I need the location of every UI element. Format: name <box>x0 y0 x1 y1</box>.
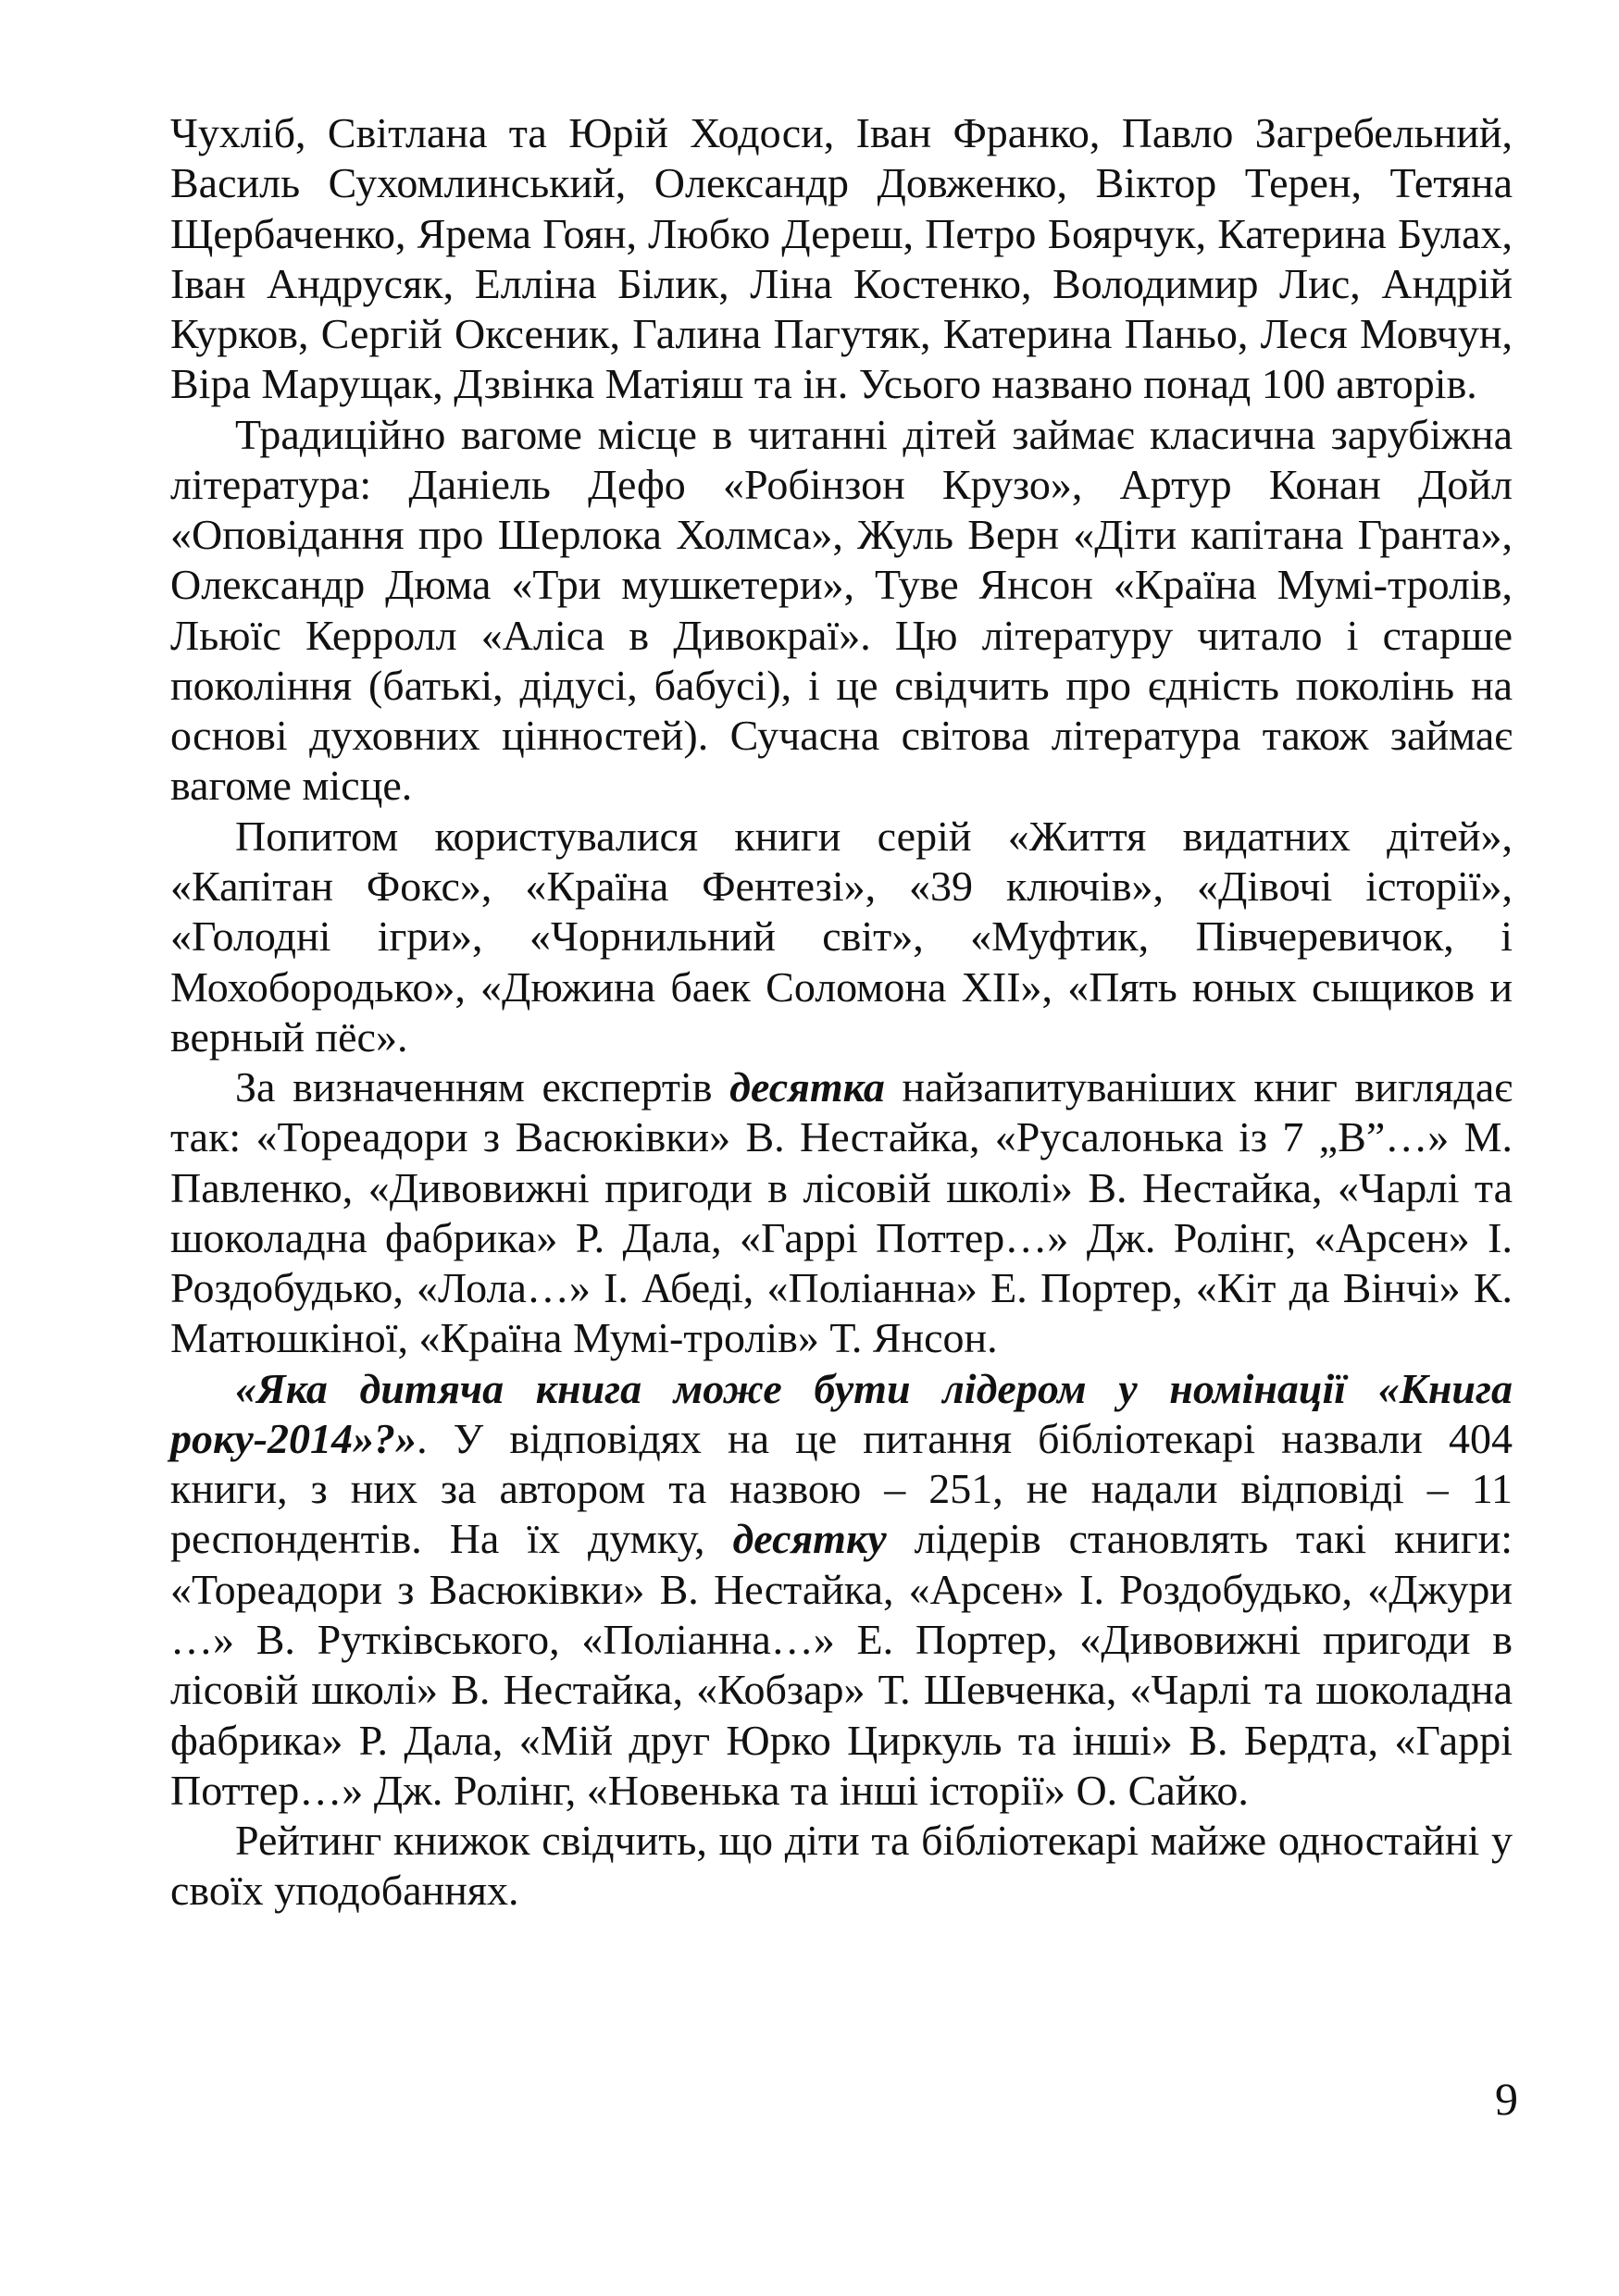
paragraph-text: найзапитуваніших книг виглядає так: «Тореадори з Васюківки» В. Нестайка, «Русалонька із 7 „В”…» М. Павленко, «Дивовижні пригоди в лісовій школі» В. Нестайка, «Чарлі та шоколадна фабрика» Р. Дала, «Гаррі Поттер…» Дж. Ролінг, «Арсен» І. Роздобудько, «Лола…» І. Абеді, «Поліанна» Е. Портер, «Кіт да Вінчі» К. Матюшкіної, «Країна Мумі-тролів» Т. Янсон. <box>170 1063 1513 1362</box>
paragraph-authors-list <box>170 108 1513 410</box>
paragraph-classic-literature <box>170 410 1513 812</box>
paragraph-text: Чухліб, Світлана та Юрій Ходоси, Іван Франко, Павло Загребельний, Василь Сухомлинський, Олександр Довженко, Віктор Терен, Тетяна Щербаченко, Ярема Гоян, Любко Дереш, Петро Боярчук, Катерина Булах, Іван Андрусяк, Елліна Білик, Ліна Костенко, Володимир Лис, Андрій Курков, Сергій Оксеник, Галина Пагутяк, Катерина Паньо, Леся Мовчун, Віра Марущак, Дзвінка Матіяш та ін. Усього названо понад 100 авторів. <box>170 109 1513 408</box>
paragraph-text: За визначенням експертів <box>235 1063 730 1111</box>
page-body <box>170 108 1513 1917</box>
question-heading: «Яка дитяча книга може бути лідером у номінації «Книга року-2014»?» <box>170 1364 1513 1462</box>
paragraph-text: Попитом користувалися книги серій «Життя видатних дітей», «Капітан Фокс», «Країна Фентезі», «39 ключів», «Дівочі історії», «Голодні ігри», «Чорнильний світ», «Муфтик, Півчеревичок, і Мохобородько», «Дюжина баек Соломона XII», «Пять юных сыщиков и верный пёс». <box>170 812 1513 1061</box>
paragraph-text: Рейтинг книжок свідчить, що діти та бібліотекарі майже одностайні у своїх уподобаннях. <box>170 1817 1513 1915</box>
emphasis-text: десятка <box>729 1063 885 1111</box>
paragraph-conclusion <box>170 1816 1513 1917</box>
paragraph-book-series <box>170 812 1513 1062</box>
paragraph-experts-top-ten <box>170 1062 1513 1364</box>
page-number: 9 <box>1495 2073 1518 2125</box>
paragraph-book-of-year-question <box>170 1364 1513 1816</box>
paragraph-text: лідерів становлять такі книги: «Тореадори з Васюківки» В. Нестайка, «Арсен» І. Роздобудько, «Джури …» В. Рутківського, «Поліанна…» Е. Портер, «Дивовижні пригоди в лісовій школі» В. Нестайка, «Кобзар» Т. Шевченка, «Чарлі та шоколадна фабрика» Р. Дала, «Мій друг Юрко Циркуль та інші» В. Бердта, «Гаррі Поттер…» Дж. Ролінг, «Новенька та інші історії» О. Сайко. <box>170 1515 1513 1814</box>
emphasis-text: десятку <box>732 1515 887 1563</box>
paragraph-text: . У відповідях на це питання бібліотекарі назвали 404 книги, з них за автором та назвою – 251, не надали відповіді – 11 респондентів. На їх думку, <box>170 1414 1513 1563</box>
paragraph-text: Традиційно вагоме місце в читанні дітей займає класична зарубіжна література: Даніель Дефо «Робінзон Крузо», Артур Конан Дойл «Оповідання про Шерлока Холмса», Жуль Верн «Діти капітана Гранта», Олександр Дюма «Три мушкетери», Туве Янсон «Країна Мумі-тролів, Льюїс Керролл «Аліса в Дивокраї». Цю літературу читало і старше покоління (батькі, дідусі, бабусі), і це свідчить про єдність поколінь на основі духовних цінностей). Сучасна світова література також займає вагоме місце. <box>170 410 1513 810</box>
